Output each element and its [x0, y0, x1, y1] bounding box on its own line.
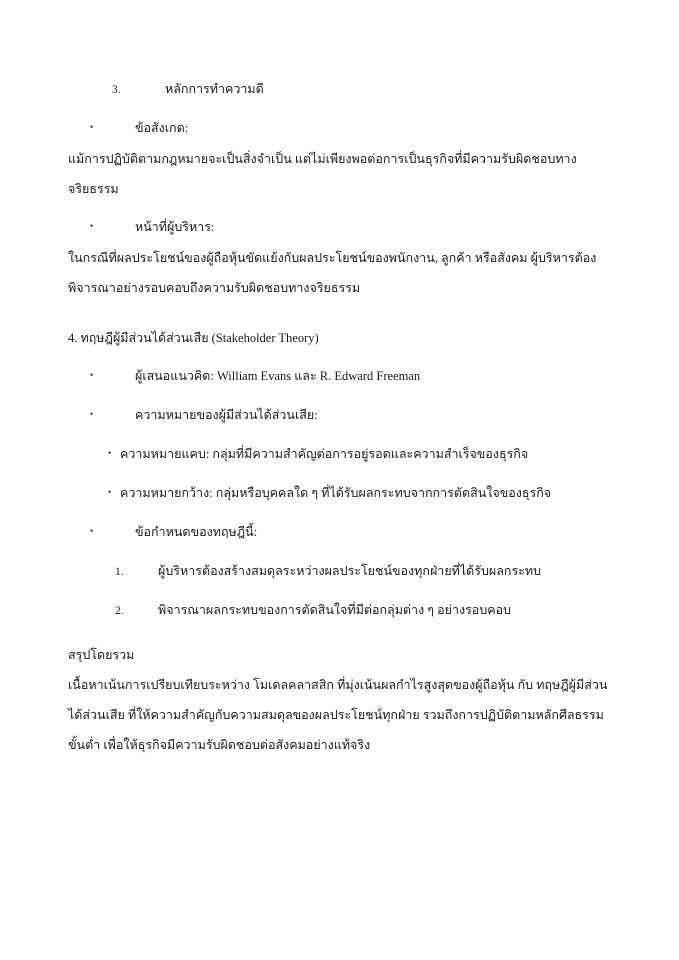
list-item-text: พิจารณาผลกระทบของการตัดสินใจที่มีต่อกลุ่มต่าง ๆ อย่างรอบคอบ [158, 603, 512, 617]
spacer [68, 303, 616, 323]
bullet-theory-requirements-text: ข้อกำหนดของทฤษฎีนี้: [135, 525, 258, 539]
list-item-requirement-1 [115, 556, 616, 587]
bullet-marker: • [90, 526, 94, 536]
bullet-marker: • [90, 221, 94, 231]
list-marker: 2. [115, 605, 124, 617]
spacer [68, 626, 616, 640]
bullet-executive-duty-label: หน้าที่ผู้บริหาร: [135, 220, 215, 234]
spacer [68, 353, 616, 361]
list-marker: 3. [112, 84, 121, 96]
list-item-text: ผู้บริหารต้องสร้างสมดุลระหว่างผลประโยชน์ของทุกฝ่ายที่ได้รับผลกระทบ [158, 564, 542, 578]
spacer [68, 587, 616, 595]
summary-heading: สรุปโดยรวม [68, 648, 135, 662]
bullet-stakeholder-meaning [90, 400, 616, 431]
document-content [68, 74, 616, 760]
bullet-meaning-narrow-text: ความหมายแคบ: กลุ่มที่มีความสำคัญต่อการอยู่รอดและความสำเร็จของธุรกิจ [120, 447, 529, 461]
bullet-theory-requirements [90, 517, 616, 548]
bullet-marker: • [90, 370, 94, 380]
bullet-marker: • [108, 487, 112, 497]
observation-body-paragraph: แม้การปฏิบัติตามกฎหมายจะเป็นสิ่งจำเป็น แต่ไม่เพียงพอต่อการเป็นธุรกิจที่มีความรับผิดชอบทางจริยธรรม [68, 152, 577, 196]
spacer [68, 470, 616, 478]
bullet-observation-label: ข้อสังเกต: [135, 121, 189, 135]
bullet-marker: • [108, 448, 112, 458]
spacer [68, 548, 616, 556]
list-item-requirement-2 [115, 595, 616, 626]
executive-duty-body-paragraph: ในกรณีที่ผลประโยชน์ของผู้ถือหุ้นขัดแย้งกับผลประโยชน์ของพนักงาน, ลูกค้า หรือสังคม ผู้บริหารต้องพิจารณาอย่างรอบคอบถึงความรับผิดชอบทางจริยธรรม [68, 251, 597, 295]
list-item-text: หลักการทำความดี [165, 82, 264, 96]
bullet-meaning-broad [108, 478, 616, 509]
bullet-marker: • [90, 409, 94, 419]
spacer [68, 431, 616, 439]
bullet-stakeholder-meaning-text: ความหมายของผู้มีส่วนได้ส่วนเสีย: [135, 408, 318, 422]
bullet-marker: • [90, 122, 94, 132]
bullet-meaning-narrow [108, 439, 616, 470]
bullet-meaning-broad-text: ความหมายกว้าง: กลุ่มหรือบุคคลใด ๆ ที่ได้รับผลกระทบจากการตัดสินใจของธุรกิจ [120, 486, 552, 500]
spacer [68, 204, 616, 212]
bullet-proposers-text: ผู้เสนอแนวคิด: William Evans และ R. Edward Freeman [135, 369, 421, 383]
bullet-observation [90, 113, 616, 144]
spacer [68, 392, 616, 400]
bullet-proposers [90, 361, 616, 392]
spacer [68, 105, 616, 113]
section-heading-stakeholder-theory: 4. ทฤษฎีผู้มีส่วนได้ส่วนเสีย (Stakeholder Theory) [68, 331, 319, 345]
summary-body-paragraph: เนื้อหาเน้นการเปรียบเทียบระหว่าง โมเดลคลาสสิก ที่มุ่งเน้นผลกำไรสูงสุดของผู้ถือหุ้น กับ ทฤษฎีผู้มีส่วนได้ส่วนเสีย ที่ให้ความสำคัญกับความสมดุลของผลประโยชน์ทุกฝ่าย รวมถึงการปฏิบัติตามหลักศีลธรรมขั้นต่ำ เพื่อให้ธุรกิจมีความรับผิดชอบต่อสังคมอย่างแท้จริง [68, 678, 608, 752]
spacer [68, 509, 616, 517]
list-item-principle-3 [112, 74, 616, 105]
list-marker: 1. [115, 566, 124, 578]
bullet-executive-duty [90, 212, 616, 243]
